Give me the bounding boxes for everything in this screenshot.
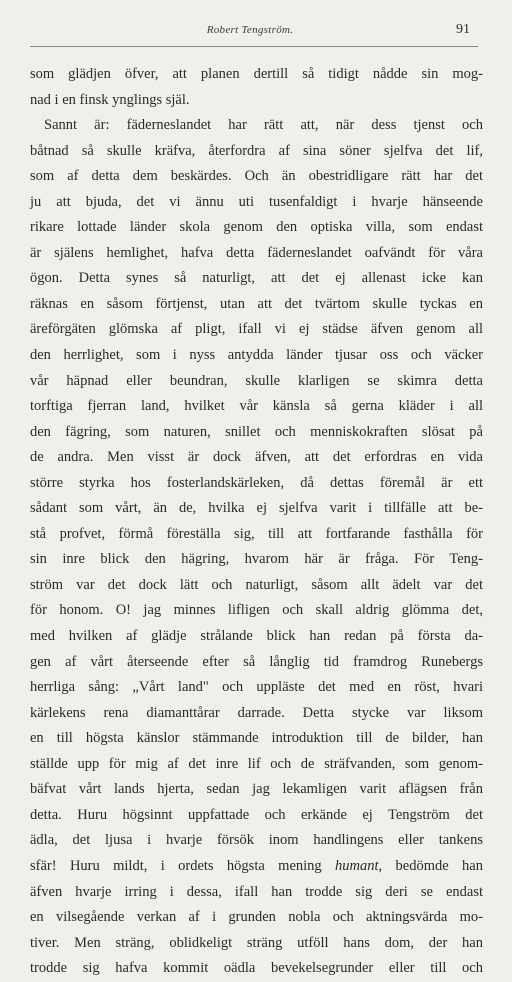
text-line: Sannt är: fäderneslandet har rätt att, när dess tjenst och [44, 117, 483, 134]
text-line: gen af vårt återseende efter så långlig tid framdrog Runebergs [30, 653, 483, 670]
text-line: herrliga sång: „Vårt land" och uppläste det med en röst, hvari [30, 679, 483, 696]
text-line: sådant som vårt, än de, hvilka ej sjelfva varit i tillfälle att be- [30, 500, 483, 517]
text-line: en till högsta känslor stämmande introduktion till de bilder, han [30, 730, 483, 747]
text-line: nad i en finsk ynglings själ. [30, 91, 190, 108]
text-line: äfven hvarje irring i dessa, ifall han trodde sig deri se endast [30, 883, 483, 900]
text-line: med hvilken af glädje strålande blick han redan på första da- [30, 628, 483, 645]
text-line: räknas en såsom förtjenst, utan att det tvärtom skulle tyckas en [30, 295, 483, 312]
text-line: ställde upp för mig af det inre lif och de sträfvanden, som genom- [30, 755, 483, 772]
text-line: en vilsegående verkan af i grunden nobla och aktningsvärda mo- [30, 909, 483, 926]
text-line: båtnad så skulle kräfva, återfordra af sina söner sjelfva det lif, [30, 142, 483, 159]
page-number: 91 [456, 22, 470, 37]
text-line: den fägring, som naturen, snillet och menniskokraften slösat på [30, 423, 483, 440]
text-line: är själens hemlighet, hafva detta fäderneslandet oafvändt för våra [30, 244, 483, 261]
text-line: för honom. O! jag minnes lifligen och skall aldrig glömma det, [30, 602, 483, 619]
text-line-with-italic: sfär! Huru mildt, i ordets högsta mening humant, bedömde han [30, 857, 483, 874]
text-line: ögon. Detta synes så naturligt, att det ej allenast icke kan [30, 270, 483, 287]
text-line: bäfvat vårt lands hjerta, sedan jag lekamligen varit aflägsen från [30, 781, 483, 798]
text-line: större styrka hos fosterlandskärleken, då dettas föremål är ett [30, 474, 483, 491]
text-line: som glädjen öfver, att planen dertill så tidigt nådde sin mog- [30, 66, 483, 82]
text-line: den herrlighet, som i nyss antydda länder tjusar oss och väcker [30, 347, 483, 364]
text-line: stå profvet, förmå föreställa sig, till att fortfarande fasthålla för [30, 525, 483, 542]
italic-word: humant [335, 857, 379, 874]
text-line: de andra. Men visst är dock äfven, att det erfordras en vida [30, 449, 483, 466]
text-line: torftiga fjerran land, hvilket vår känsla så gerna kläder i all [30, 398, 483, 415]
text-line: sin inre blick den hägring, hvarom här är fråga. För Teng- [30, 551, 483, 568]
header-rule [30, 46, 478, 47]
text-line: kärlekens rena diamanttårar darrade. Detta stycke var liksom [30, 704, 483, 721]
text-line: som af detta dem beskärdes. Och än obestridligare rätt har det [30, 168, 483, 185]
text-line: rikare lottade länder skola genom den optiska villa, som endast [30, 219, 483, 236]
text-line: äreförgäten glömska af pligt, ifall vi ej städse äfven genom all [30, 321, 483, 338]
body-text [30, 62, 483, 982]
text-line: vår häpnad eller beundran, skulle klarligen se skimra detta [30, 372, 483, 389]
running-title: Robert Tengström. [206, 24, 294, 36]
text-line: detta. Huru högsinnt uppfattade och erkände ej Tengström det [30, 806, 483, 823]
text-line: tiver. Men sträng, oblidkeligt sträng utföll hans dom, der han [30, 934, 483, 951]
text-line: trodde sig hafva kommit oädla bevekelsegrunder eller till och [30, 960, 483, 977]
text-line: ström var det dock lätt och naturligt, såsom allt ädelt var det [30, 576, 483, 593]
text-line: ädla, det ljusa i hvarje försök inom handlingens eller tankens [30, 832, 483, 849]
text-line: ju att bjuda, det vi ännu uti tusenfaldigt i hvarje hänseende [30, 193, 483, 210]
page-header [30, 20, 470, 44]
